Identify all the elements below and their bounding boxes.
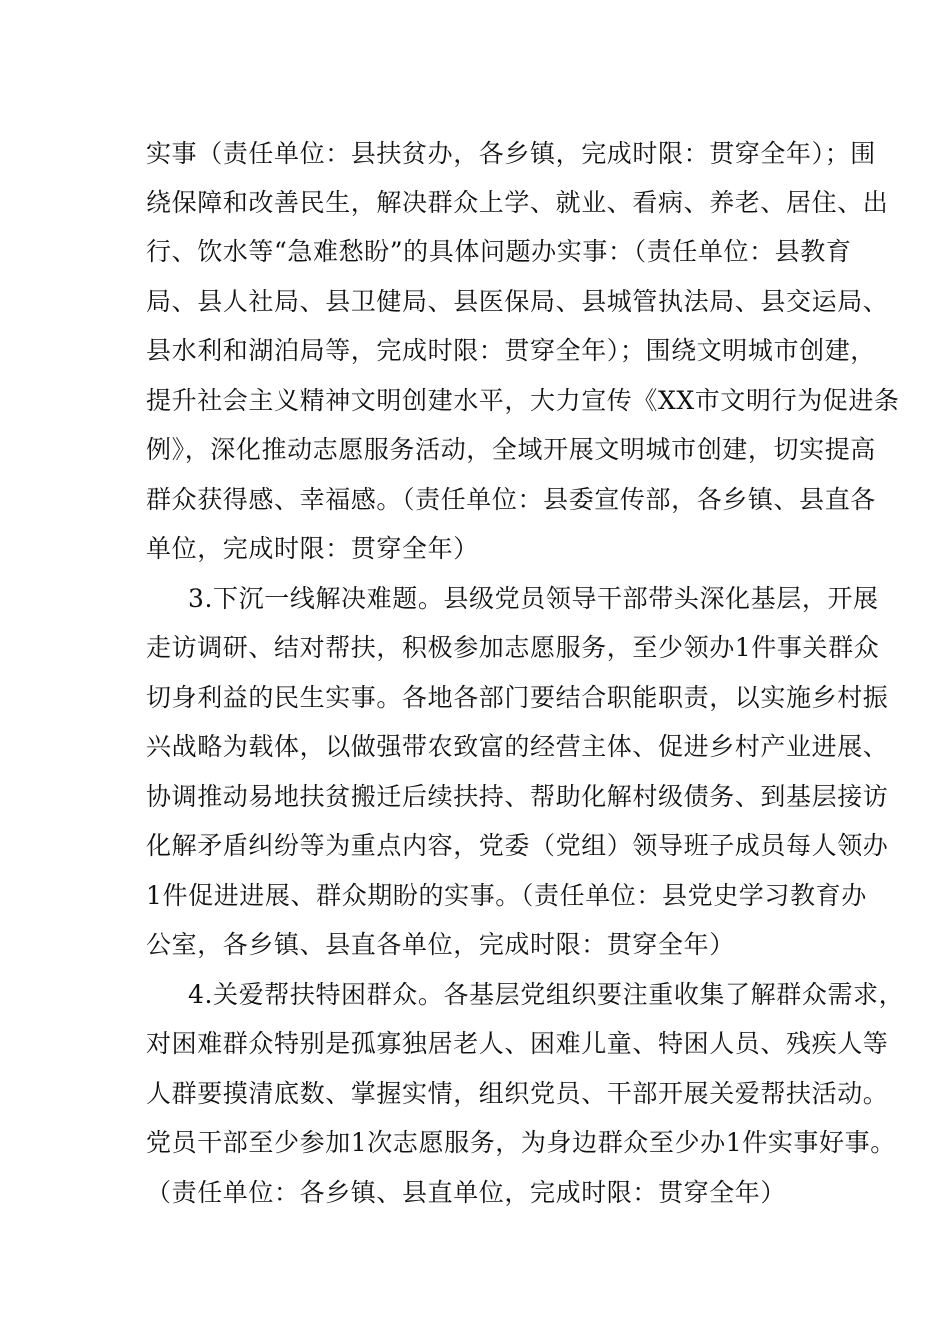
text-line: 切身利益的民生实事。各地各部门要结合职能职责，以实施乡村振 [146, 683, 889, 712]
text-line: 例》，深化推动志愿服务活动，全域开展文明城市创建，切实提高 [146, 435, 876, 464]
text-line: 对困难群众特别是孤寡独居老人、困难儿童、特困人员、残疾人等 [146, 1029, 889, 1058]
text-line: 化解矛盾纠纷等为重点内容，党委（党组）领导班子成员每人领办 [146, 831, 889, 860]
text-line: 协调推动易地扶贫搬迁后续扶持、帮助化解村级债务、到基层接访 [146, 782, 889, 811]
text-line: 提升社会主义精神文明创建水平，大力宣传《XX市文明行为促进条 [146, 386, 900, 415]
text-line: 实事（责任单位：县扶贫办，各乡镇，完成时限：贯穿全年）；围 [146, 139, 876, 168]
text-line: 1件促进进展、群众期盼的实事。（责任单位：县党史学习教育办 [146, 881, 867, 910]
text-line: 走访调研、结对帮扶，积极参加志愿服务，至少领办1件事关群众 [146, 633, 880, 662]
text-line: （责任单位：各乡镇、县直单位，完成时限：贯穿全年） [146, 1178, 787, 1207]
text-line: 县水利和湖泊局等，完成时限：贯穿全年）；围绕文明城市创建， [146, 336, 876, 365]
text-line: 兴战略为载体，以做强带农致富的经营主体、促进乡村产业进展、 [146, 732, 889, 761]
text-line: 人群要摸清底数、掌握实情，组织党员、干部开展关爱帮扶活动。 [146, 1079, 889, 1108]
paragraph-3-heading-line: 3.下沉一线解决难题。县级党员领导干部带头深化基层，开展 [188, 584, 879, 613]
text-line: 党员干部至少参加1次志愿服务，为身边群众至少办1件实事好事。 [146, 1128, 896, 1157]
text-line: 行、饮水等“急难愁盼”的具体问题办实事：（责任单位：县教育 [146, 237, 852, 266]
text-line: 单位，完成时限：贯穿全年） [146, 534, 479, 563]
paragraph-4-heading-line: 4.关爱帮扶特困群众。各基层党组织要注重收集了解群众需求， [188, 980, 905, 1009]
text-line: 群众获得感、幸福感。（责任单位：县委宣传部，各乡镇、县直各 [146, 485, 876, 514]
text-line: 绕保障和改善民生，解决群众上学、就业、看病、养老、居住、出 [146, 188, 889, 217]
text-line: 公室，各乡镇、县直各单位，完成时限：贯穿全年） [146, 930, 735, 959]
text-line: 局、县人社局、县卫健局、县医保局、县城管执法局、县交运局、 [146, 287, 889, 316]
